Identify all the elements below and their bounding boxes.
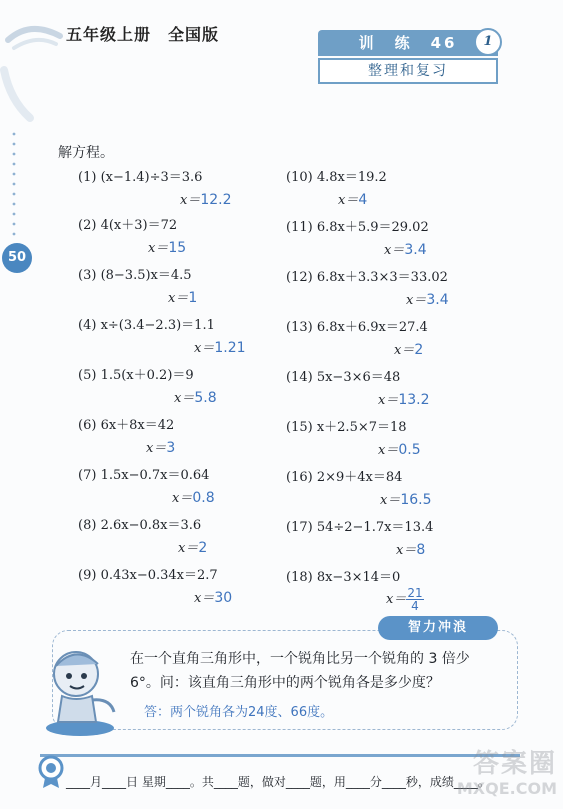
equation: 4.8x＝19.2 — [316, 170, 387, 185]
equation: (8−3.5)x＝4.5 — [100, 268, 192, 283]
training-label: 训 练 46 — [318, 30, 498, 56]
book-title: 五年级上册 全国版 — [66, 25, 220, 44]
answer-value: 3.4 — [426, 292, 449, 308]
problem-18: (18) 8x−3×14＝0 x＝ $\frac{21}{4}$ — [286, 570, 423, 613]
answer-value: 30 — [214, 590, 233, 606]
problem-9: (9) 0.43x−0.34x＝2.7 x＝30 — [78, 568, 233, 606]
answer-value: 2 — [198, 540, 208, 556]
answer-value: 0.5 — [398, 442, 421, 458]
training-badge: 1 — [474, 28, 502, 56]
problem-11: (11) 6.8x＋5.9＝29.02 x＝3.4 — [286, 220, 429, 258]
equation: 5x−3×6＝48 — [316, 370, 401, 385]
equation: 6.8x＋3.3×3＝33.02 — [316, 270, 448, 285]
answer-value: 1.21 — [214, 340, 246, 356]
equation: 2×9＋4x＝84 — [316, 470, 403, 485]
equation: 1.5x−0.7x＝0.64 — [100, 468, 210, 483]
answer-value: 2 — [414, 342, 424, 358]
instruction-text: 解方程。 — [58, 145, 114, 161]
equation: (x−1.4)÷3＝3.6 — [100, 170, 203, 185]
answer-value: 16.5 — [400, 492, 432, 508]
problem-8: (8) 2.6x−0.8x＝3.6 x＝2 — [78, 518, 208, 556]
footer-record-line: ____月____日 星期____。共____题，做对____题，用____分____秒，成绩____。 — [66, 775, 490, 789]
answer-value: 13.2 — [398, 392, 430, 408]
equation: 6x＋8x＝42 — [100, 418, 175, 433]
problem-3: (3) (8−3.5)x＝4.5 x＝1 — [78, 268, 198, 306]
problem-13: (13) 6.8x＋6.9x＝27.4 x＝2 — [286, 320, 428, 358]
word-problem-answer: 答：两个锐角各为24度、66度。 — [144, 705, 334, 720]
word-problem-question: 在一个直角三角形中，一个锐角比另一个锐角的 3 倍少 6°。问：该直角三角形中的两个锐角各是多少度？ — [130, 651, 470, 691]
problem-1: (1) (x−1.4)÷3＝3.6 x＝12.2 — [78, 170, 232, 208]
equation: x＋2.5×7＝18 — [316, 420, 407, 435]
problem-14: (14) 5x−3×6＝48 x＝13.2 — [286, 370, 430, 408]
equation: x÷(3.4−2.3)＝1.1 — [100, 318, 215, 333]
mascot-illustration — [36, 640, 122, 740]
answer-fraction: $\frac{21}{4}$ — [407, 586, 423, 613]
equation: 1.5(x＋0.2)＝9 — [100, 368, 194, 383]
equation: 6.8x＋5.9＝29.02 — [316, 220, 429, 235]
equation: 8x−3×14＝0 — [316, 570, 401, 585]
problem-15: (15) x＋2.5×7＝18 x＝0.5 — [286, 420, 421, 458]
problem-4: (4) x÷(3.4−2.3)＝1.1 x＝1.21 — [78, 318, 246, 356]
answer-value: 4 — [358, 192, 368, 208]
answer-value: 0.8 — [192, 490, 215, 506]
equation: 2.6x−0.8x＝3.6 — [100, 518, 202, 533]
margin-dots-decoration — [12, 130, 16, 240]
header-swirl-decoration — [0, 0, 80, 130]
equation: 54÷2−1.7x＝13.4 — [316, 520, 434, 535]
problem-7: (7) 1.5x−0.7x＝0.64 x＝0.8 — [78, 468, 215, 506]
answer-value: 12.2 — [200, 192, 232, 208]
answer-value: 8 — [416, 542, 426, 558]
watermark-logo: 答案圈 MXQE.COM — [456, 749, 557, 798]
problem-10: (10) 4.8x＝19.2 x＝4 — [286, 170, 387, 208]
training-header — [318, 30, 498, 88]
problem-17: (17) 54÷2−1.7x＝13.4 x＝8 — [286, 520, 434, 558]
answer-value: 3 — [166, 440, 176, 456]
answer-value: 15 — [168, 240, 187, 256]
answer-value: 1 — [188, 290, 198, 306]
page-number: 50 — [2, 243, 32, 273]
problem-12: (12) 6.8x＋3.3×3＝33.02 x＝3.4 — [286, 270, 449, 308]
problem-5: (5) 1.5(x＋0.2)＝9 x＝5.8 — [78, 368, 217, 406]
equation: 0.43x−0.34x＝2.7 — [100, 568, 218, 583]
equation: 6.8x＋6.9x＝27.4 — [316, 320, 428, 335]
problem-6: (6) 6x＋8x＝42 x＝3 — [78, 418, 176, 456]
equation: 4(x＋3)＝72 — [100, 218, 178, 233]
section-label: 整理和复习 — [318, 58, 498, 84]
problem-2: (2) 4(x＋3)＝72 x＝15 — [78, 218, 187, 256]
word-problem-badge: 智力冲浪 — [378, 616, 498, 640]
medal-icon — [36, 754, 66, 790]
answer-value: 3.4 — [404, 242, 427, 258]
problem-16: (16) 2×9＋4x＝84 x＝16.5 — [286, 470, 432, 508]
answer-value: 5.8 — [194, 390, 217, 406]
